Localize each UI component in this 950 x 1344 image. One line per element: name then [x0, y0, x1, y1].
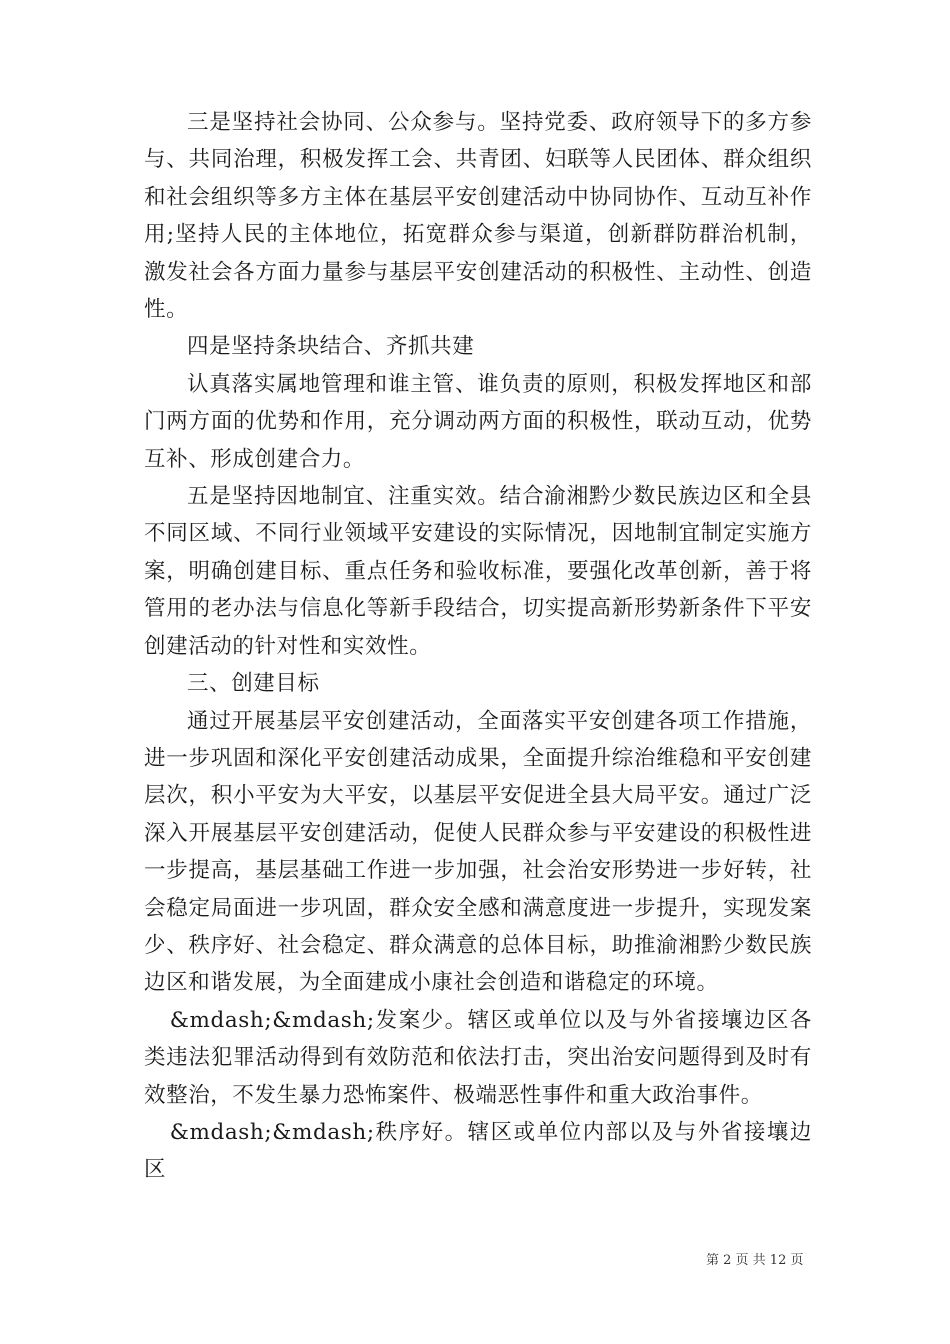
paragraph-principle-four-heading: 四是坚持条块结合、齐抓共建 — [187, 334, 475, 360]
paragraph-goals-body: 通过开展基层平安创建活动，全面落实平安创建各项工作措施，进一步巩固和深化平安创建活动成果，全面提升综治维稳和平安创建层次，积小平安为大平安，以基层平安促进全县大局平安。通过广泛深入开展基层平安创建活动，促使人民群众参与平安建设的积极性进一步提高，基层基础工作进一步加强，社会治安形势进一步好转，社会稳定局面进一步巩固，群众安全感和满意度进一步提升，实现发案少、秩序好、社会稳定、群众满意的总体目标，助推渝湘黔少数民族边区和谐发展，为全面建成小康社会创造和谐稳定的环境。 — [144, 708, 812, 996]
paragraph-goal-low-crime: &mdash;&mdash;发案少。辖区或单位以及与外省接壤边区各类违法犯罪活动得到有效防范和依法打击，突出治安问题得到及时有效整治，不发生暴力恐怖案件、极端恶性事件和重大政治事件。 — [144, 1007, 812, 1108]
paragraph-principle-five: 五是坚持因地制宜、注重实效。结合渝湘黔少数民族边区和全县不同区域、不同行业领域平安建设的实际情况，因地制宜制定实施方案，明确创建目标、重点任务和验收标准，要强化改革创新，善于将管用的老办法与信息化等新手段结合，切实提高新形势新条件下平安创建活动的针对性和实效性。 — [144, 484, 812, 659]
paragraph-principle-four-body: 认真落实属地管理和谁主管、谁负责的原则，积极发挥地区和部门两方面的优势和作用，充分调动两方面的积极性，联动互动，优势互补、形成创建合力。 — [144, 371, 812, 472]
section-heading-goals: 三、创建目标 — [187, 671, 320, 697]
page-number-footer: 第 2 页 共 12 页 — [706, 1253, 804, 1268]
paragraph-principle-three: 三是坚持社会协同、公众参与。坚持党委、政府领导下的多方参与、共同治理，积极发挥工会、共青团、妇联等人民团体、群众组织和社会组织等多方主体在基层平安创建活动中协同协作、互动互补作用;坚持人民的主体地位，拓宽群众参与渠道，创新群防群治机制，激发社会各方面力量参与基层平安创建活动的积极性、主动性、创造性。 — [144, 110, 812, 323]
document-body — [144, 104, 812, 1189]
paragraph-goal-good-order: &mdash;&mdash;秩序好。辖区或单位内部以及与外省接壤边区 — [144, 1119, 812, 1183]
